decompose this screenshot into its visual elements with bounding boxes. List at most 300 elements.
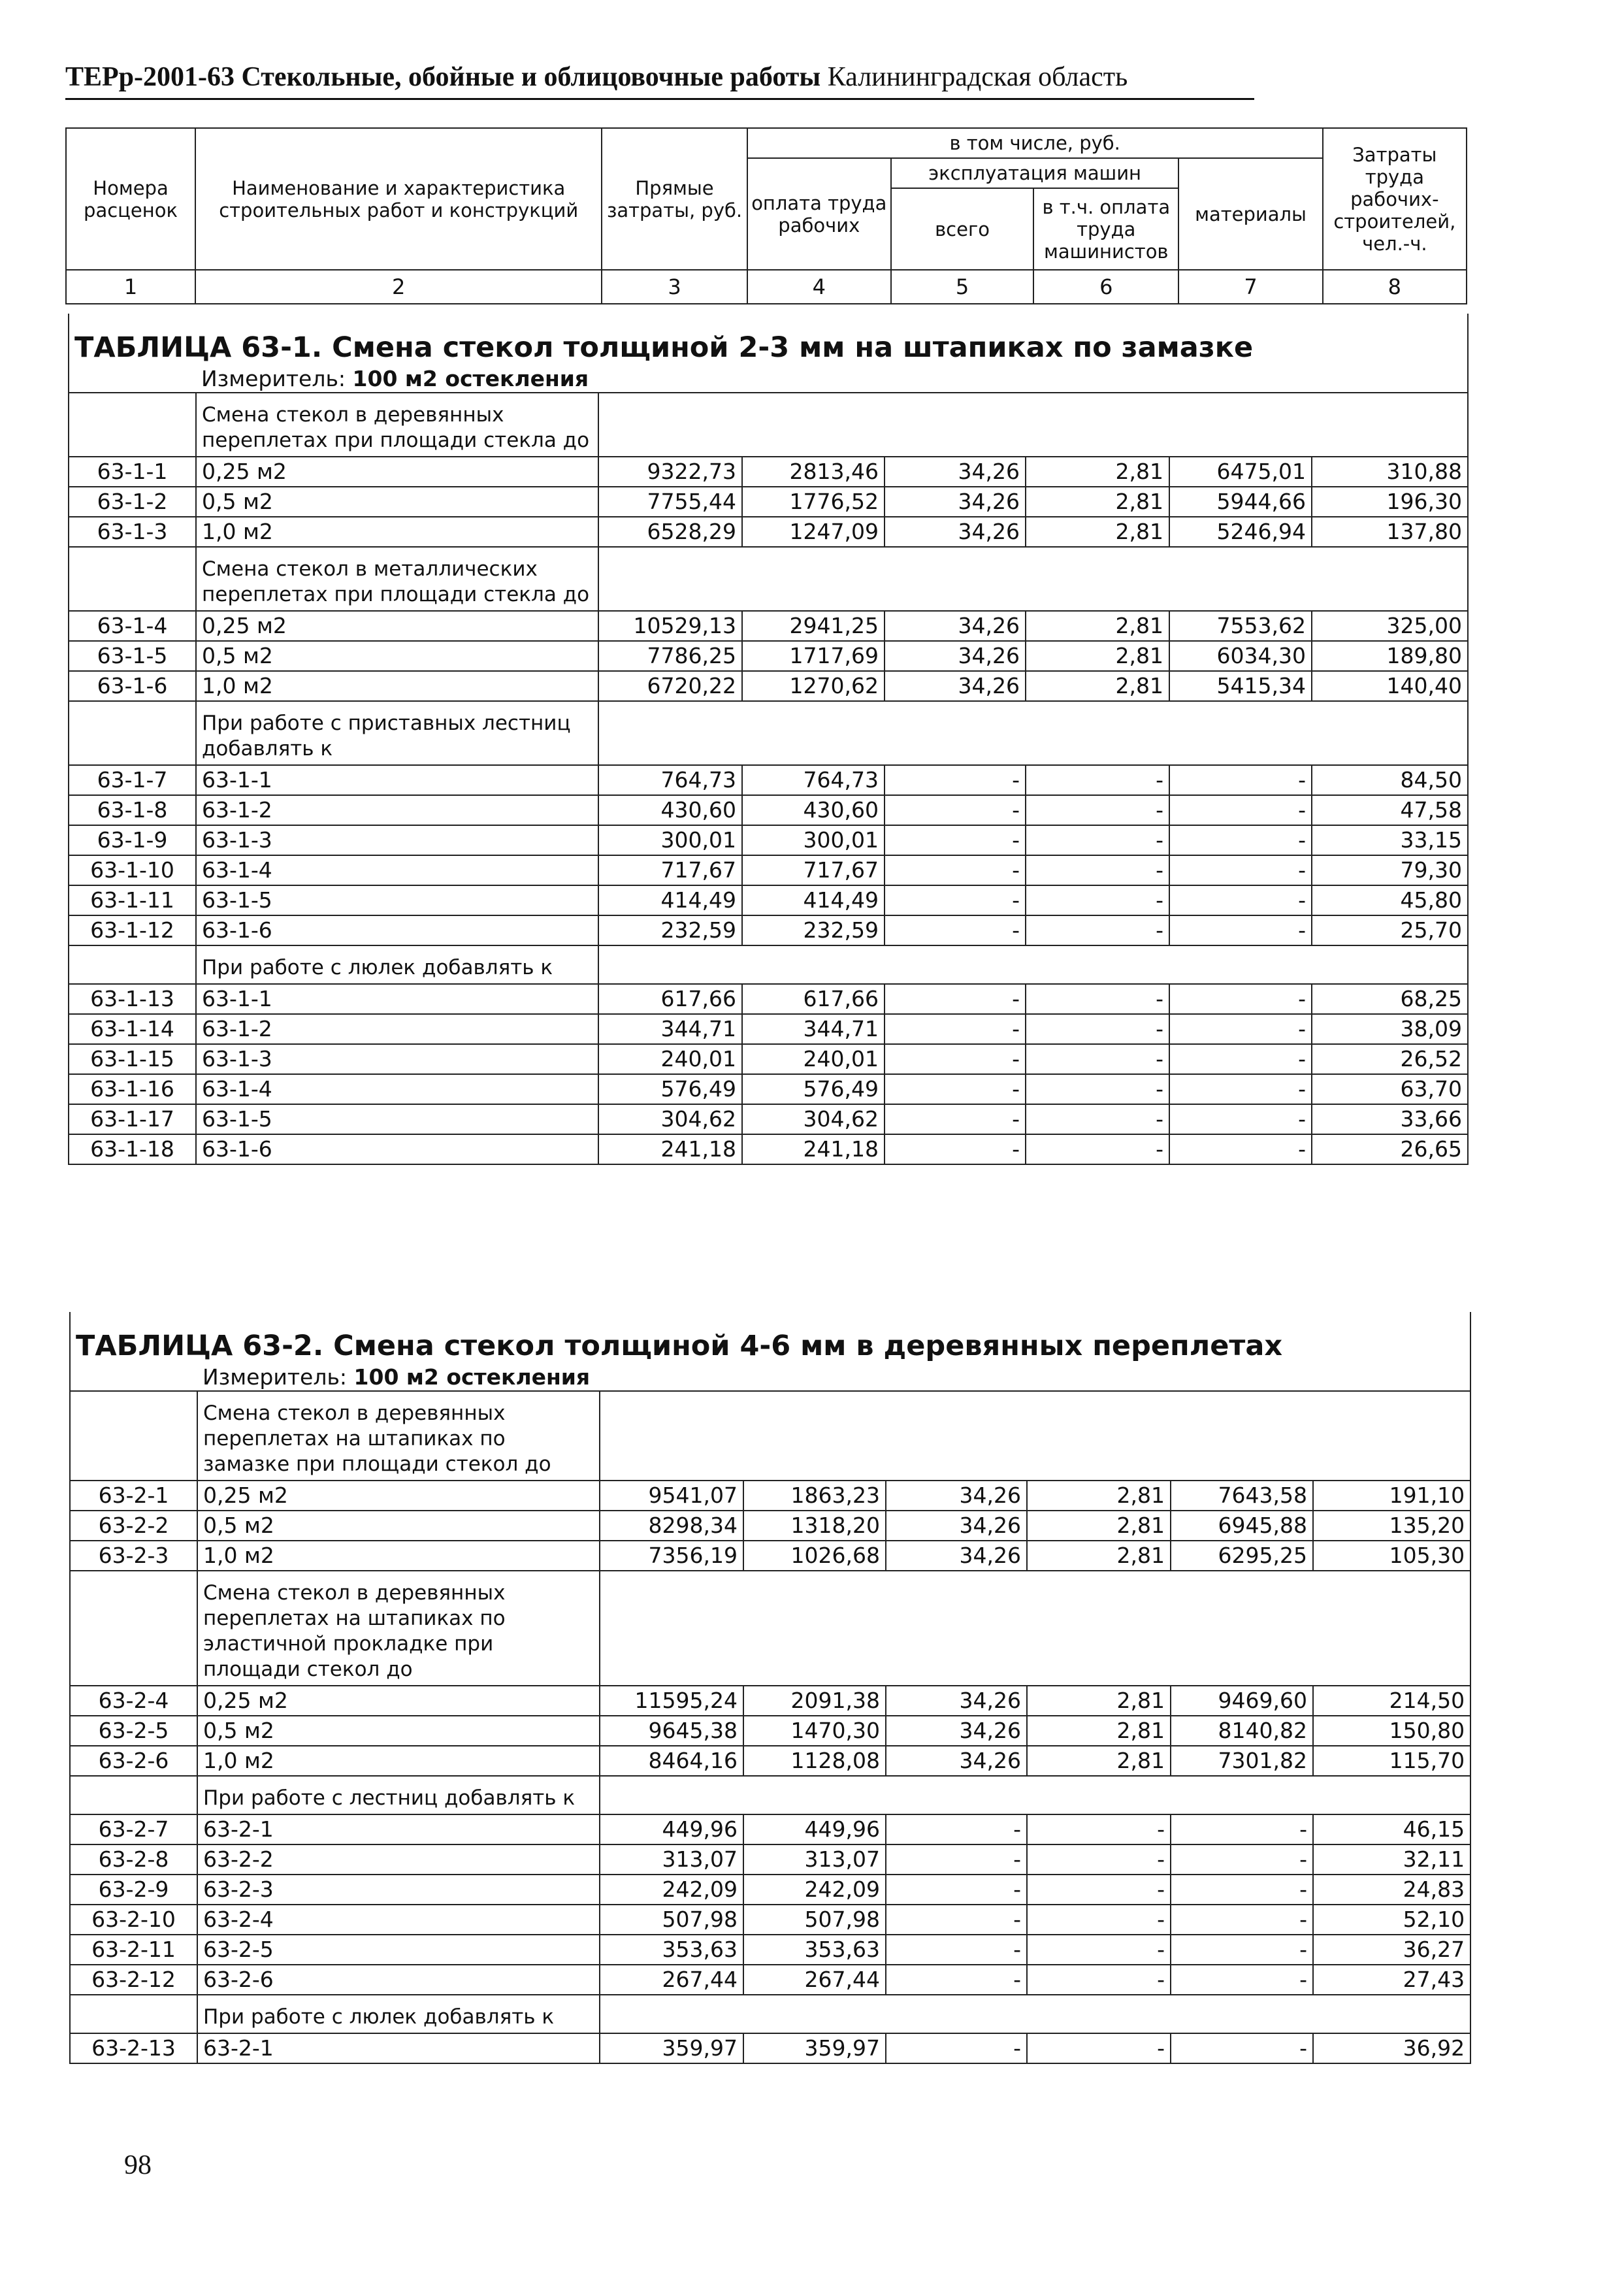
measure-value: 100 м2 остекления — [352, 366, 589, 391]
table-row — [70, 1746, 1470, 1776]
table-row — [70, 1875, 1470, 1905]
labor-hours-cell: 214,50 — [1313, 1686, 1470, 1716]
work-name-cell: 1,0 м2 — [196, 671, 598, 701]
materials-cell: 5246,94 — [1169, 517, 1312, 547]
direct-cost-cell: 7755,44 — [598, 487, 742, 517]
labor-hours-cell: 36,92 — [1313, 2033, 1470, 2063]
machines-total-cell: - — [885, 915, 1026, 945]
machinist-pay-cell: 2,81 — [1026, 457, 1169, 487]
materials-cell: - — [1171, 1935, 1313, 1965]
labor-pay-cell: 267,44 — [743, 1965, 886, 1995]
labor-hours-cell: 33,15 — [1312, 825, 1468, 855]
labor-hours-cell: 189,80 — [1312, 641, 1468, 671]
table-row — [69, 641, 1468, 671]
work-name-cell: 0,5 м2 — [196, 487, 598, 517]
machines-total-cell: 34,26 — [885, 487, 1026, 517]
machines-total-cell: - — [886, 1935, 1027, 1965]
labor-pay-cell: 1717,69 — [742, 641, 885, 671]
materials-cell: - — [1171, 1844, 1313, 1875]
labor-hours-cell: 27,43 — [1313, 1965, 1470, 1995]
direct-cost-cell: 9541,07 — [600, 1481, 743, 1511]
rate-code-cell: 63-2-9 — [70, 1875, 197, 1905]
labor-pay-cell: 1776,52 — [742, 487, 885, 517]
machinist-pay-cell: - — [1026, 1074, 1169, 1104]
col-index: 4 — [747, 270, 891, 304]
labor-hours-cell: 115,70 — [1313, 1746, 1470, 1776]
labor-hours-cell: 32,11 — [1313, 1844, 1470, 1875]
measure-value: 100 м2 остекления — [353, 1364, 591, 1390]
work-name-cell: 0,25 м2 — [196, 611, 598, 641]
labor-hours-cell: 46,15 — [1313, 1814, 1470, 1844]
labor-pay-cell: 1318,20 — [743, 1511, 886, 1541]
work-name-cell: 63-2-3 — [197, 1875, 600, 1905]
materials-cell: - — [1169, 1044, 1312, 1074]
labor-pay-cell: 764,73 — [742, 765, 885, 795]
labor-hours-cell: 38,09 — [1312, 1014, 1468, 1044]
measure-label: Измеритель: — [203, 1364, 348, 1390]
labor-hours-cell: 26,65 — [1312, 1134, 1468, 1164]
labor-hours-cell: 25,70 — [1312, 915, 1468, 945]
labor-hours-cell: 33,66 — [1312, 1104, 1468, 1134]
labor-hours-cell: 105,30 — [1313, 1541, 1470, 1571]
direct-cost-cell: 9322,73 — [598, 457, 742, 487]
table-row — [69, 855, 1468, 885]
labor-hours-cell: 24,83 — [1313, 1875, 1470, 1905]
work-name-cell: 1,0 м2 — [197, 1746, 600, 1776]
direct-cost-cell: 449,96 — [600, 1814, 743, 1844]
machines-total-cell: 34,26 — [886, 1511, 1027, 1541]
direct-cost-cell: 414,49 — [598, 885, 742, 915]
work-name-cell: 63-2-2 — [197, 1844, 600, 1875]
rate-code-cell: 63-1-7 — [69, 765, 196, 795]
machines-total-cell: 34,26 — [885, 517, 1026, 547]
rate-code-cell: 63-2-1 — [70, 1481, 197, 1511]
rate-code-cell: 63-1-12 — [69, 915, 196, 945]
direct-cost-cell: 267,44 — [600, 1965, 743, 1995]
direct-cost-cell: 7356,19 — [600, 1541, 743, 1571]
materials-cell: - — [1171, 1814, 1313, 1844]
table-row — [70, 1686, 1470, 1716]
rate-code-cell: 63-2-2 — [70, 1511, 197, 1541]
machines-total-cell: - — [885, 984, 1026, 1014]
rate-code-cell: 63-1-4 — [69, 611, 196, 641]
machines-total-cell: - — [886, 1875, 1027, 1905]
direct-cost-cell: 353,63 — [600, 1935, 743, 1965]
labor-hours-cell: 150,80 — [1313, 1716, 1470, 1746]
table-row — [70, 1541, 1470, 1571]
table-row — [69, 671, 1468, 701]
col-index: 2 — [195, 270, 602, 304]
work-name-cell: 63-1-6 — [196, 915, 598, 945]
work-name-cell: 63-1-5 — [196, 1104, 598, 1134]
machines-total-cell: 34,26 — [886, 1481, 1027, 1511]
table-row — [69, 487, 1468, 517]
table-63-1 — [68, 314, 1469, 1165]
labor-hours-cell: 140,40 — [1312, 671, 1468, 701]
labor-hours-cell: 310,88 — [1312, 457, 1468, 487]
table-row — [69, 765, 1468, 795]
machines-total-cell: 34,26 — [885, 671, 1026, 701]
machines-total-cell: 34,26 — [886, 1716, 1027, 1746]
col-index: 6 — [1033, 270, 1178, 304]
rate-code-cell: 63-2-7 — [70, 1814, 197, 1844]
work-name-cell: 63-1-2 — [196, 795, 598, 825]
machinist-pay-cell: - — [1026, 885, 1169, 915]
labor-pay-cell: 576,49 — [742, 1074, 885, 1104]
materials-cell: - — [1169, 1104, 1312, 1134]
rate-code-cell: 63-1-16 — [69, 1074, 196, 1104]
work-name-cell: 0,25 м2 — [196, 457, 598, 487]
direct-cost-cell: 6720,22 — [598, 671, 742, 701]
machines-total-cell: 34,26 — [886, 1541, 1027, 1571]
labor-pay-cell: 717,67 — [742, 855, 885, 885]
labor-pay-cell: 1470,30 — [743, 1716, 886, 1746]
table-row — [70, 1935, 1470, 1965]
direct-cost-cell: 242,09 — [600, 1875, 743, 1905]
machinist-pay-cell: - — [1027, 1935, 1171, 1965]
table-row — [70, 1844, 1470, 1875]
work-name-cell: 63-2-4 — [197, 1905, 600, 1935]
table-row — [69, 915, 1468, 945]
direct-cost-cell: 313,07 — [600, 1844, 743, 1875]
labor-pay-cell: 430,60 — [742, 795, 885, 825]
machines-total-cell: - — [885, 825, 1026, 855]
materials-cell: - — [1171, 2033, 1313, 2063]
table-title: ТАБЛИЦА 63-2. Смена стекол толщиной 4-6 мм в деревянных переплетах — [76, 1330, 1283, 1362]
machines-total-cell: - — [885, 1134, 1026, 1164]
materials-cell: 8140,82 — [1171, 1716, 1313, 1746]
direct-cost-cell: 240,01 — [598, 1044, 742, 1074]
table-row — [69, 795, 1468, 825]
machines-total-cell: - — [886, 1965, 1027, 1995]
labor-pay-cell: 2091,38 — [743, 1686, 886, 1716]
machinist-pay-cell: 2,81 — [1027, 1541, 1171, 1571]
materials-cell: - — [1169, 825, 1312, 855]
work-name-cell: 1,0 м2 — [197, 1541, 600, 1571]
labor-hours-cell: 191,10 — [1313, 1481, 1470, 1511]
direct-cost-cell: 576,49 — [598, 1074, 742, 1104]
machines-total-cell: 34,26 — [885, 611, 1026, 641]
col-header-machines: эксплуатация машин — [891, 158, 1179, 188]
rate-code-cell: 63-2-5 — [70, 1716, 197, 1746]
group-heading-row — [69, 393, 1468, 457]
direct-cost-cell: 8464,16 — [600, 1746, 743, 1776]
machinist-pay-cell: 2,81 — [1026, 641, 1169, 671]
materials-cell: - — [1169, 915, 1312, 945]
direct-cost-cell: 7786,25 — [598, 641, 742, 671]
materials-cell: - — [1169, 1134, 1312, 1164]
table-row — [69, 1044, 1468, 1074]
direct-cost-cell: 717,67 — [598, 855, 742, 885]
labor-hours-cell: 68,25 — [1312, 984, 1468, 1014]
machinist-pay-cell: 2,81 — [1026, 671, 1169, 701]
machinist-pay-cell: 2,81 — [1027, 1481, 1171, 1511]
table-row — [70, 1814, 1470, 1844]
direct-cost-cell: 8298,34 — [600, 1511, 743, 1541]
labor-pay-cell: 1863,23 — [743, 1481, 886, 1511]
rate-code-cell: 63-1-2 — [69, 487, 196, 517]
group-heading-row — [70, 1995, 1470, 2033]
direct-cost-cell: 11595,24 — [600, 1686, 743, 1716]
labor-pay-cell: 1026,68 — [743, 1541, 886, 1571]
table-63-2 — [69, 1312, 1471, 2064]
group-heading: При работе с приставных лестниц добавлять к — [196, 701, 598, 765]
rate-code-cell: 63-2-13 — [70, 2033, 197, 2063]
col-header-including: в том числе, руб. — [747, 128, 1323, 158]
machines-total-cell: 34,26 — [885, 457, 1026, 487]
labor-pay-cell: 300,01 — [742, 825, 885, 855]
col-header-name: Наименование и характеристика строительных работ и конструкций — [195, 128, 602, 270]
materials-cell: - — [1169, 885, 1312, 915]
group-heading: При работе с лестниц добавлять к — [197, 1776, 600, 1814]
table-row — [70, 1716, 1470, 1746]
direct-cost-cell: 344,71 — [598, 1014, 742, 1044]
rate-code-cell: 63-2-12 — [70, 1965, 197, 1995]
work-name-cell: 63-2-1 — [197, 2033, 600, 2063]
machines-total-cell: - — [886, 2033, 1027, 2063]
machinist-pay-cell: - — [1027, 1905, 1171, 1935]
labor-pay-cell: 241,18 — [742, 1134, 885, 1164]
col-header-machinist-pay: в т.ч. оплата труда машинистов — [1033, 188, 1178, 270]
labor-hours-cell: 325,00 — [1312, 611, 1468, 641]
column-header-table — [65, 127, 1467, 304]
table-row — [69, 1134, 1468, 1164]
labor-hours-cell: 26,52 — [1312, 1044, 1468, 1074]
materials-cell: - — [1169, 984, 1312, 1014]
materials-cell: 6034,30 — [1169, 641, 1312, 671]
table-row — [69, 885, 1468, 915]
machinist-pay-cell: - — [1026, 855, 1169, 885]
materials-cell: - — [1169, 765, 1312, 795]
measure-label: Измеритель: — [201, 366, 346, 391]
document-header — [65, 59, 1254, 100]
group-heading-row — [70, 1571, 1470, 1686]
machines-total-cell: - — [885, 765, 1026, 795]
rate-code-cell: 63-1-14 — [69, 1014, 196, 1044]
machinist-pay-cell: - — [1026, 1044, 1169, 1074]
machines-total-cell: - — [885, 795, 1026, 825]
labor-pay-cell: 1270,62 — [742, 671, 885, 701]
rate-code-cell: 63-1-8 — [69, 795, 196, 825]
machinist-pay-cell: - — [1026, 1014, 1169, 1044]
machines-total-cell: 34,26 — [886, 1746, 1027, 1776]
table-row — [69, 1104, 1468, 1134]
labor-pay-cell: 1128,08 — [743, 1746, 886, 1776]
labor-hours-cell: 52,10 — [1313, 1905, 1470, 1935]
direct-cost-cell: 6528,29 — [598, 517, 742, 547]
materials-cell: - — [1169, 795, 1312, 825]
labor-pay-cell: 304,62 — [742, 1104, 885, 1134]
col-header-labor-hours: Затраты труда рабочих-строителей, чел.-ч. — [1323, 128, 1467, 270]
machinist-pay-cell: - — [1026, 984, 1169, 1014]
table-row — [70, 1905, 1470, 1935]
materials-cell: - — [1169, 855, 1312, 885]
labor-pay-cell: 242,09 — [743, 1875, 886, 1905]
col-header-labor-pay: оплата труда рабочих — [747, 158, 891, 270]
machinist-pay-cell: 2,81 — [1027, 1746, 1171, 1776]
machinist-pay-cell: - — [1026, 765, 1169, 795]
table-row — [69, 457, 1468, 487]
materials-cell: 6295,25 — [1171, 1541, 1313, 1571]
col-index: 5 — [891, 270, 1033, 304]
rate-code-cell: 63-1-18 — [69, 1134, 196, 1164]
table-row — [70, 1481, 1470, 1511]
labor-pay-cell: 232,59 — [742, 915, 885, 945]
rate-code-cell: 63-2-4 — [70, 1686, 197, 1716]
direct-cost-cell: 304,62 — [598, 1104, 742, 1134]
work-name-cell: 63-1-4 — [196, 855, 598, 885]
work-name-cell: 63-1-3 — [196, 825, 598, 855]
measure-row — [70, 1364, 1470, 1391]
machinist-pay-cell: - — [1026, 825, 1169, 855]
work-name-cell: 63-2-5 — [197, 1935, 600, 1965]
rate-code-cell: 63-1-10 — [69, 855, 196, 885]
machinist-pay-cell: 2,81 — [1027, 1716, 1171, 1746]
materials-cell: - — [1171, 1875, 1313, 1905]
col-index: 1 — [66, 270, 195, 304]
labor-pay-cell: 344,71 — [742, 1014, 885, 1044]
machines-total-cell: - — [885, 1014, 1026, 1044]
machinist-pay-cell: - — [1026, 915, 1169, 945]
group-heading: Смена стекол в деревянных переплетах на штапиках по замазке при площади стекол до — [197, 1391, 600, 1481]
table-row — [69, 1074, 1468, 1104]
work-name-cell: 0,5 м2 — [196, 641, 598, 671]
group-heading-row — [69, 547, 1468, 611]
machines-total-cell: - — [886, 1814, 1027, 1844]
direct-cost-cell: 10529,13 — [598, 611, 742, 641]
work-name-cell: 0,5 м2 — [197, 1511, 600, 1541]
labor-hours-cell: 135,20 — [1313, 1511, 1470, 1541]
direct-cost-cell: 430,60 — [598, 795, 742, 825]
materials-cell: 7643,58 — [1171, 1481, 1313, 1511]
table-row — [70, 1965, 1470, 1995]
labor-hours-cell: 79,30 — [1312, 855, 1468, 885]
machinist-pay-cell: 2,81 — [1026, 487, 1169, 517]
table-title-row — [69, 314, 1468, 366]
work-name-cell: 63-1-3 — [196, 1044, 598, 1074]
work-name-cell: 63-2-1 — [197, 1814, 600, 1844]
col-header-machines-total: всего — [891, 188, 1033, 270]
labor-hours-cell: 63,70 — [1312, 1074, 1468, 1104]
machinist-pay-cell: - — [1027, 1844, 1171, 1875]
work-name-cell: 1,0 м2 — [196, 517, 598, 547]
direct-cost-cell: 359,97 — [600, 2033, 743, 2063]
materials-cell: 7553,62 — [1169, 611, 1312, 641]
machinist-pay-cell: - — [1027, 1814, 1171, 1844]
direct-cost-cell: 241,18 — [598, 1134, 742, 1164]
materials-cell: 5415,34 — [1169, 671, 1312, 701]
labor-hours-cell: 45,80 — [1312, 885, 1468, 915]
machinist-pay-cell: - — [1027, 2033, 1171, 2063]
work-name-cell: 0,25 м2 — [197, 1481, 600, 1511]
machines-total-cell: - — [885, 1044, 1026, 1074]
col-index: 8 — [1323, 270, 1467, 304]
work-name-cell: 0,25 м2 — [197, 1686, 600, 1716]
machinist-pay-cell: 2,81 — [1027, 1511, 1171, 1541]
machines-total-cell: - — [885, 1104, 1026, 1134]
group-heading: Смена стекол в металлических переплетах при площади стекла до — [196, 547, 598, 611]
work-name-cell: 0,5 м2 — [197, 1716, 600, 1746]
materials-cell: 9469,60 — [1171, 1686, 1313, 1716]
group-heading-row — [70, 1391, 1470, 1481]
machines-total-cell: - — [885, 1074, 1026, 1104]
page-number: 98 — [124, 2150, 152, 2180]
rate-code-cell: 63-1-3 — [69, 517, 196, 547]
table-row — [69, 611, 1468, 641]
document-header-region: Калининградская область — [827, 62, 1128, 92]
materials-cell: 7301,82 — [1171, 1746, 1313, 1776]
rate-code-cell: 63-1-15 — [69, 1044, 196, 1074]
direct-cost-cell: 764,73 — [598, 765, 742, 795]
rate-code-cell: 63-1-13 — [69, 984, 196, 1014]
document-header-code: ТЕРр-2001-63 Стекольные, обойные и облицовочные работы — [65, 62, 821, 92]
col-header-materials: материалы — [1178, 158, 1322, 270]
labor-hours-cell: 36,27 — [1313, 1935, 1470, 1965]
table-row — [70, 1511, 1470, 1541]
direct-cost-cell: 300,01 — [598, 825, 742, 855]
labor-pay-cell: 414,49 — [742, 885, 885, 915]
direct-cost-cell: 617,66 — [598, 984, 742, 1014]
materials-cell: - — [1169, 1074, 1312, 1104]
work-name-cell: 63-1-6 — [196, 1134, 598, 1164]
materials-cell: 5944,66 — [1169, 487, 1312, 517]
rate-code-cell: 63-2-11 — [70, 1935, 197, 1965]
work-name-cell: 63-1-2 — [196, 1014, 598, 1044]
group-heading-row — [69, 701, 1468, 765]
table-row — [69, 517, 1468, 547]
rate-code-cell: 63-1-6 — [69, 671, 196, 701]
machinist-pay-cell: 2,81 — [1026, 611, 1169, 641]
labor-pay-cell: 240,01 — [742, 1044, 885, 1074]
materials-cell: 6475,01 — [1169, 457, 1312, 487]
machines-total-cell: 34,26 — [885, 641, 1026, 671]
col-index: 3 — [602, 270, 747, 304]
rate-code-cell: 63-1-11 — [69, 885, 196, 915]
measure-row — [69, 366, 1468, 393]
labor-hours-cell: 137,80 — [1312, 517, 1468, 547]
labor-pay-cell: 353,63 — [743, 1935, 886, 1965]
machinist-pay-cell: - — [1026, 795, 1169, 825]
materials-cell: - — [1171, 1965, 1313, 1995]
col-header-num: Номера расценок — [66, 128, 195, 270]
materials-cell: - — [1169, 1014, 1312, 1044]
machines-total-cell: 34,26 — [886, 1686, 1027, 1716]
group-heading: При работе с люлек добавлять к — [197, 1995, 600, 2033]
materials-cell: - — [1171, 1905, 1313, 1935]
rate-code-cell: 63-1-5 — [69, 641, 196, 671]
col-index: 7 — [1178, 270, 1322, 304]
table-row — [69, 825, 1468, 855]
direct-cost-cell: 9645,38 — [600, 1716, 743, 1746]
rate-code-cell: 63-2-3 — [70, 1541, 197, 1571]
rate-code-cell: 63-2-10 — [70, 1905, 197, 1935]
col-header-direct: Прямые затраты, руб. — [602, 128, 747, 270]
machinist-pay-cell: 2,81 — [1026, 517, 1169, 547]
labor-pay-cell: 449,96 — [743, 1814, 886, 1844]
labor-pay-cell: 2813,46 — [742, 457, 885, 487]
machines-total-cell: - — [886, 1905, 1027, 1935]
machinist-pay-cell: - — [1026, 1134, 1169, 1164]
table-row — [69, 1014, 1468, 1044]
work-name-cell: 63-1-4 — [196, 1074, 598, 1104]
group-heading: Смена стекол в деревянных переплетах на штапиках по эластичной прокладке при площади стекол до — [197, 1571, 600, 1686]
rate-code-cell: 63-2-8 — [70, 1844, 197, 1875]
materials-cell: 6945,88 — [1171, 1511, 1313, 1541]
table-row — [70, 2033, 1470, 2063]
table-row — [69, 984, 1468, 1014]
machines-total-cell: - — [886, 1844, 1027, 1875]
rate-code-cell: 63-1-1 — [69, 457, 196, 487]
